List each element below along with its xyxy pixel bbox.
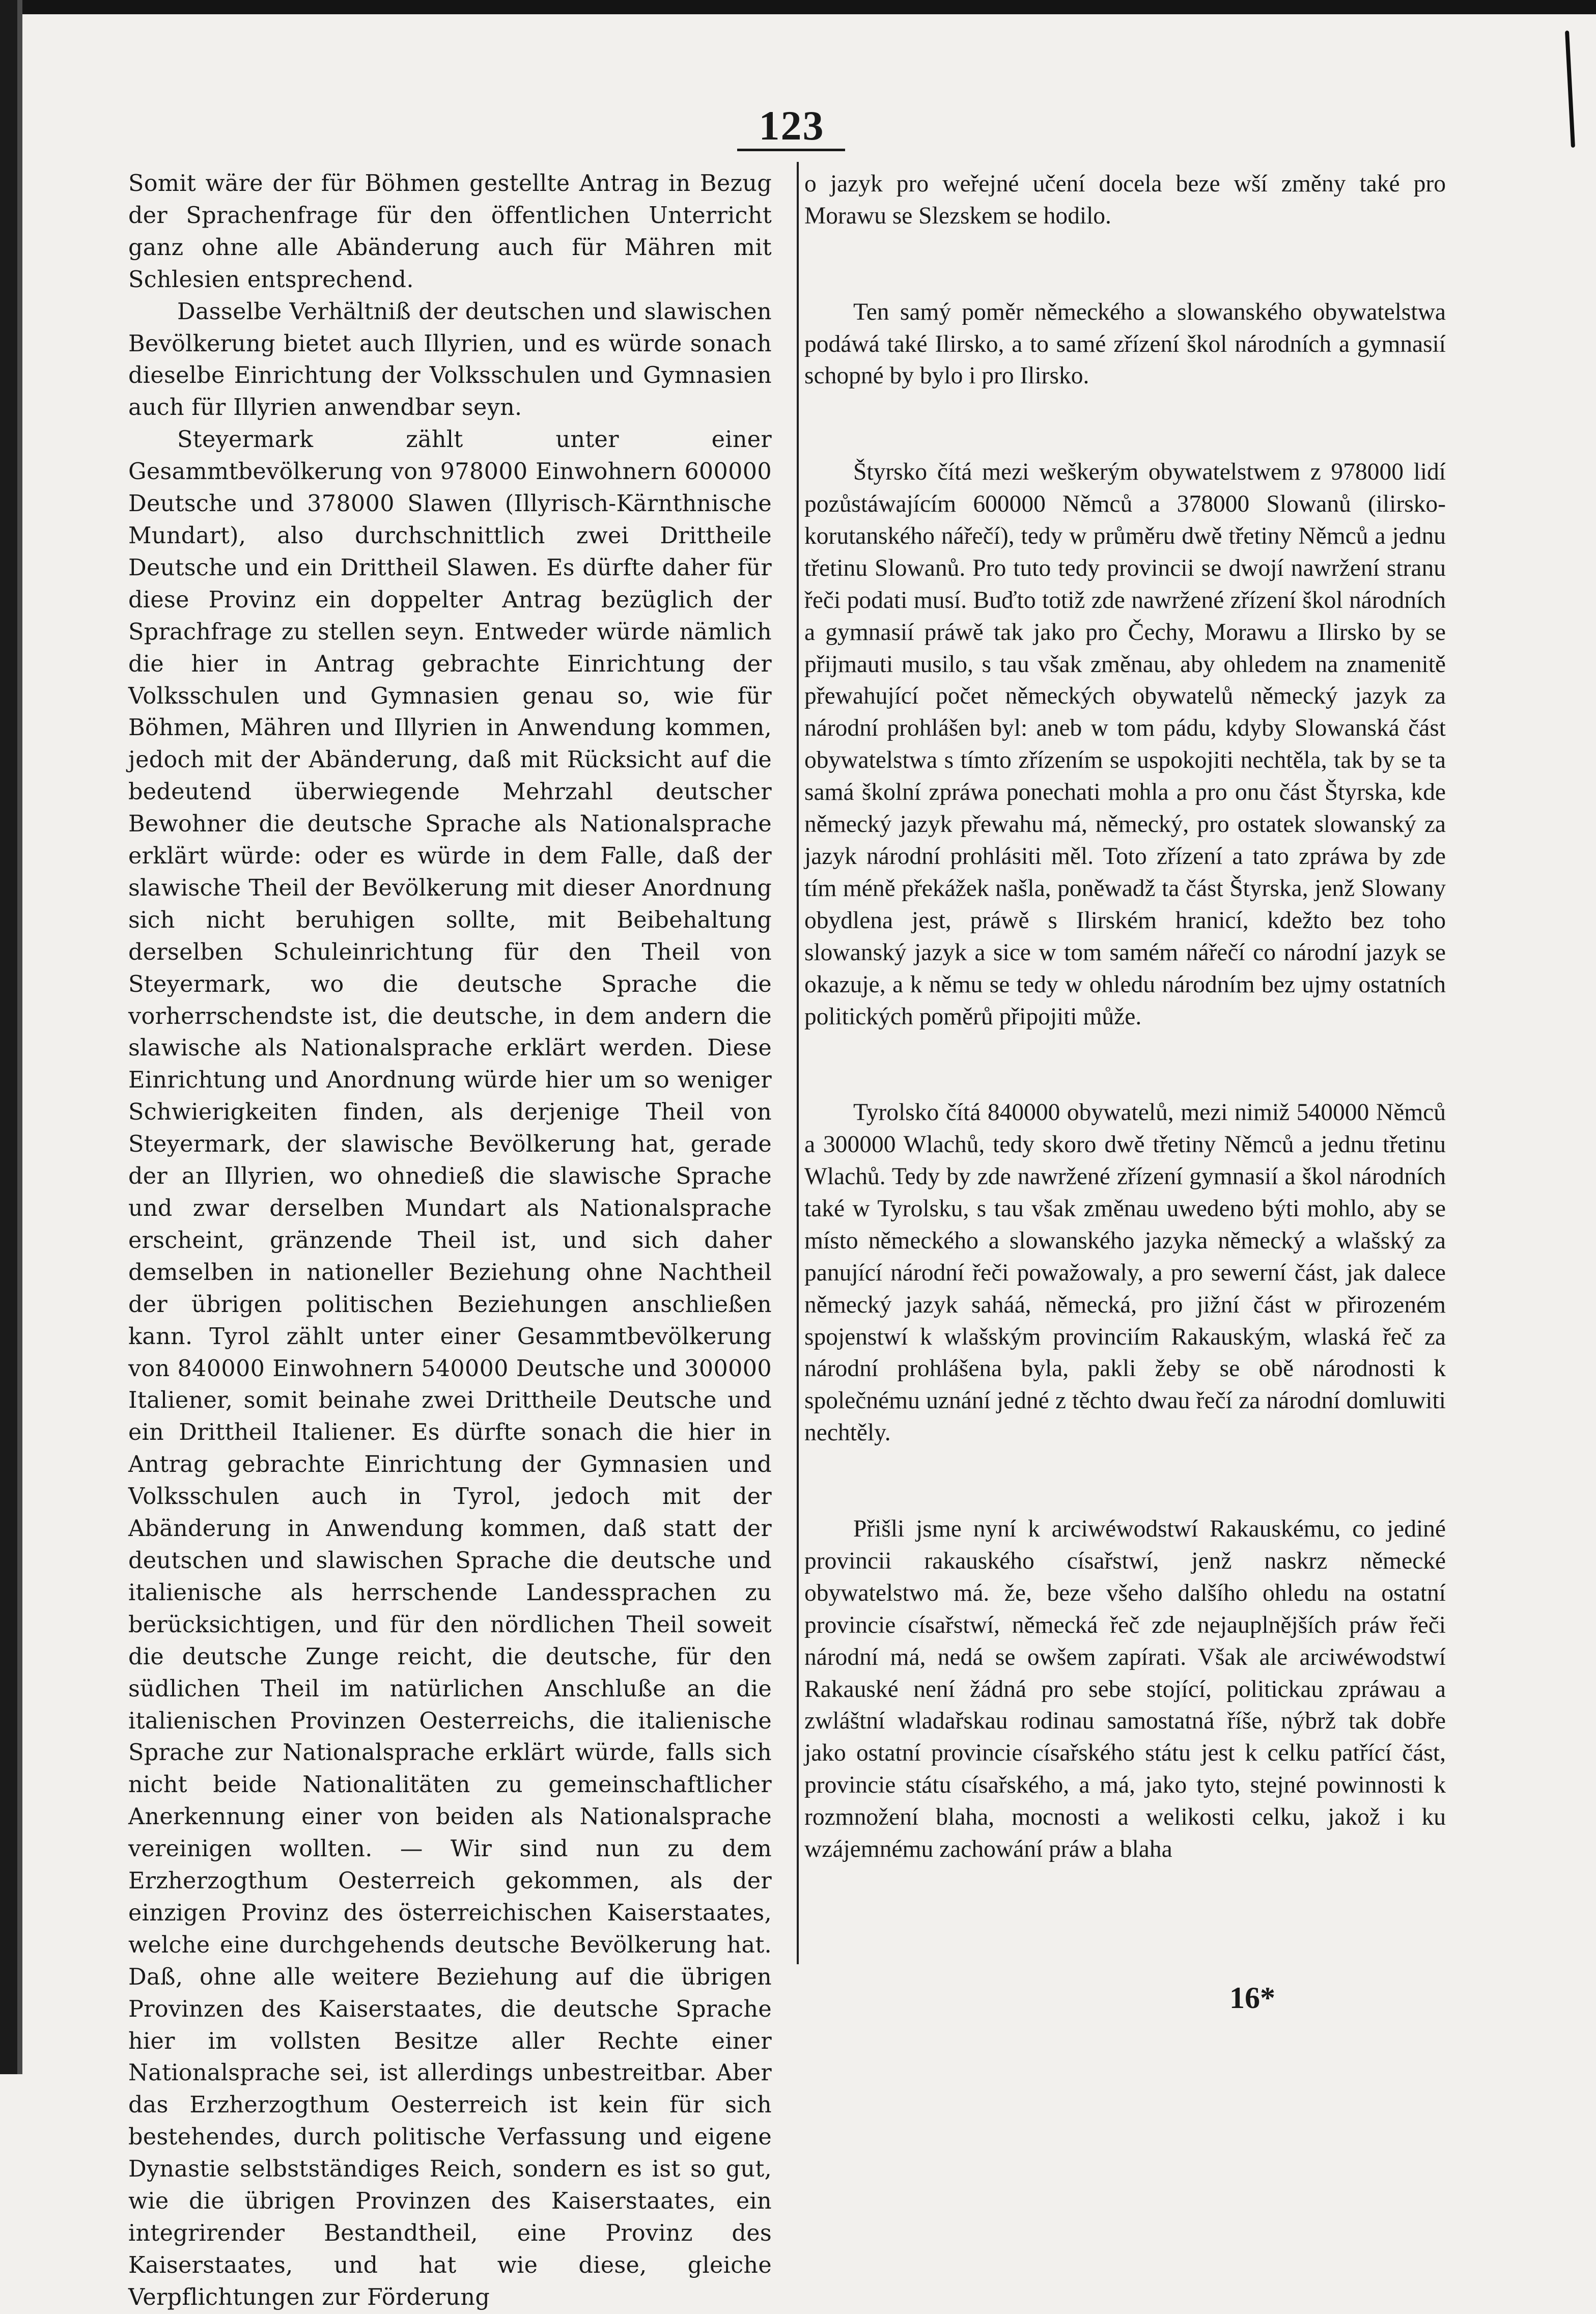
scan-edge-left-shadow <box>17 0 22 2074</box>
scan-edge-left <box>0 0 17 2074</box>
column-divider <box>797 162 799 1964</box>
page-number: 123 <box>759 102 825 149</box>
page-number-underline <box>737 149 845 151</box>
czech-paragraph: Přišli jsme nyní k arciwéwodstwí Rakauskému, co jediné provincii rakauského císařstwí, jenž naskrz německé obywatelstwo má. že, beze všeho dalšího ohledu na ostatní provincie císařstwí, německá řeč zde nejauplnějších práw řeči národní má, nedá se owšem zapírati. Však ale arciwéwodstwí Rakauské není žádná pro sebe stojící, politickau zpráwau a zwláštní wladařskau rodinau samostatná říše, nýbrž tak dobře jako ostatní provincie císařského státu jest k celku patřící část, provincie státu císařského, a má, jako tyto, stejné powinnosti k rozmnožení blaha, mocnosti a welikosti celku, jakož i ku wzájemnému zachowání práw a blaha <box>804 1516 1446 1863</box>
german-paragraph: Steyermark zählt unter einer Gesammtbevölkerung von 978000 Einwohnern 600000 Deutsche und 378000 Slawen (Illyrisch-Kärnthnische Mundart), also durchschnittlich zwei Drittheile Deutsche und ein Drittheil Slawen. Es dürfte daher für diese Provinz ein doppelter Antrag bezüglich der Sprachfrage zu stellen seyn. Entweder würde nämlich die hier in Antrag gebrachte Einrichtung der Volksschulen und Gymnasien genau so, wie für Böhmen, Mähren und Illyrien in Anwendung kommen, jedoch mit der Abänderung, daß mit Rücksicht auf die bedeutend überwiegende Mehrzahl deutscher Bewohner die deutsche Sprache als Nationalsprache erklärt würde: oder es würde in dem Falle, daß der slawische Theil der Bevölkerung mit dieser Anordnung sich nicht beruhigen sollte, mit Beibehaltung derselben Schuleinrichtung für den Theil von Steyermark, wo die deutsche Sprache die vorherrschendste ist, die deutsche, in dem andern die slawische als Nationalsprache erklärt werden. Diese Einrichtung und Anordnung würde hier um so weniger Schwierigkeiten finden, als derjenige Theil von Steyermark, der slawische Bevölkerung hat, gerade der an Illyrien, wo ohnedieß die slawische Sprache und zwar derselben Mundart als Nationalsprache erscheint, gränzende Theil ist, und sich daher demselben in nationeller Beziehung ohne Nachtheil der übrigen politischen Beziehungen anschließen kann. Tyrol zählt unter einer Gesammtbevölkerung von 840000 Einwohnern 540000 Deutsche und 300000 Italiener, somit beinahe zwei Drittheile Deutsche und ein Drittheil Italiener. Es dürfte sonach die hier in Antrag gebrachte Einrichtung der Gymnasien und Volksschulen auch in Tyrol, jedoch mit der Abänderung in Anwendung kommen, daß statt der deutschen und slawischen Sprache die deutsche und italienische als herrschende Landessprachen zu berücksichtigen, und für den nördlichen Theil soweit die deutsche Zunge reicht, die deutsche, für den südlichen Theil im natürlichen Anschluße an die italienischen Provinzen Oesterreichs, die italienische Sprache zur Nationalsprache erklärt würde, falls sich nicht beide Nationalitäten zu gemeinschaftlicher Anerkennung einer von beiden als Nationalsprache vereinigen wollten. — Wir sind nun zu dem Erzherzogthum Oesterreich gekommen, als der einzigen Provinz des österreichischen Kaiserstaates, welche eine durchgehends deutsche Bevölkerung hat. Daß, ohne alle weitere Beziehung auf die übrigen Provinzen des Kaiserstaates, die deutsche Sprache hier im vollsten Besitze aller Rechte einer Nationalsprache sei, ist allerdings unbestreitbar. Aber das Erzherzogthum Oesterreich ist kein für sich bestehendes, durch politische Verfassung und eigene Dynastie selbstständiges Reich, sondern es ist so gut, wie die übrigen Provinzen des Kaiserstaates, ein integrirender Bestandtheil, eine Provinz des Kaiserstaates, und hat wie diese, gleiche Verpflichtungen zur Förderung <box>128 427 772 2310</box>
signature-mark: 16* <box>1229 1981 1275 2015</box>
czech-paragraph: Tyrolsko čítá 840000 obywatelů, mezi nimiž 540000 Němců a 300000 Wlachů, tedy skoro dwě třetiny Němců a jednu třetinu Wlachů. Tedy by zde nawržené zřízení gymnasií a škol národních také w Tyrolsku, s tau však změnau uwedeno býti mohlo, aby se místo německého a slowanského jazyka německý a wlašský za panující národní řeči powažowaly, a pro sewerní část, jak dalece německý jazyk saháá, německá, pro jižní část w přirozeném spojenstwí k wlašským provinciím Rakauským, wlaská řeč za národní prohlášena byla, pakli žeby se obě národnosti k společnému uznání jedné z těchto dwau řečí za národní domluwiti nechtěly. <box>804 1099 1446 1446</box>
german-column <box>128 168 772 2314</box>
german-paragraph: Dasselbe Verhältniß der deutschen und slawischen Bevölkerung bietet auch Illyrien, und es würde sonach dieselbe Einrichtung der Volksschulen und Gymnasien auch für Illyrien anwendbar seyn. <box>128 298 772 421</box>
czech-paragraph: Štyrsko čítá mezi weškerým obywatelstwem z 978000 lidí pozůstáwajícím 600000 Němců a 378000 Slowanů (ilirsko-korutanského nářečí), tedy w průměru dwě třetiny Němců a jednu třetinu Slowanů. Pro tuto tedy provincii se dwojí nawržení stranu řeči podati musí. Buďto totiž zde nawržené zřízení škol národních a gymnasií práwě tak jako pro Čechy, Morawu a Ilirsko by se přijmauti musilo, s tau však změnau, aby ohledem na znamenitě přewahující počet německých obywatelů německý jazyk za národní prohlášen byl: aneb w tom pádu, kdyby Slowanská část obywatelstwa s tímto zřízením se uspokojiti nechtěla, tak by se ta samá školní zpráwa ponechati mohla a pro onu část Štyrska, kde německý jazyk přewahu má, německý, pro ostatek slowanský za jazyk národní prohlásiti měl. Toto zřízení a tato zpráwa by zde tím méně překážek našla, poněwadž ta část Štyrska, jenž Slowany obydlena jest, práwě s Ilirském hranicí, kdežto bez toho slowanský jazyk a sice w tom samém nářečí co národní jazyk se okazuje, a k němu se tedy w ohledu národním bez ujmy ostatních politických poměrů připojiti může. <box>804 459 1446 1030</box>
czech-column <box>804 168 1446 1865</box>
german-paragraph: Somit wäre der für Böhmen gestellte Antrag in Bezug der Sprachenfrage für den öffentlichen Unterricht ganz ohne alle Abänderung auch für Mähren mit Schlesien entsprechend. <box>128 171 772 293</box>
czech-paragraph: o jazyk pro weřejné učení docela beze wší změny také pro Morawu se Slezskem se hodilo. <box>804 171 1446 229</box>
margin-stroke-mark <box>1565 31 1575 148</box>
scan-edge-top <box>0 0 1596 14</box>
czech-paragraph: Ten samý poměr německého a slowanského obywatelstwa podáwá také Ilirsko, a to samé zřízení škol národních a gymnasií schopné by bylo i pro Ilirsko. <box>804 298 1446 389</box>
